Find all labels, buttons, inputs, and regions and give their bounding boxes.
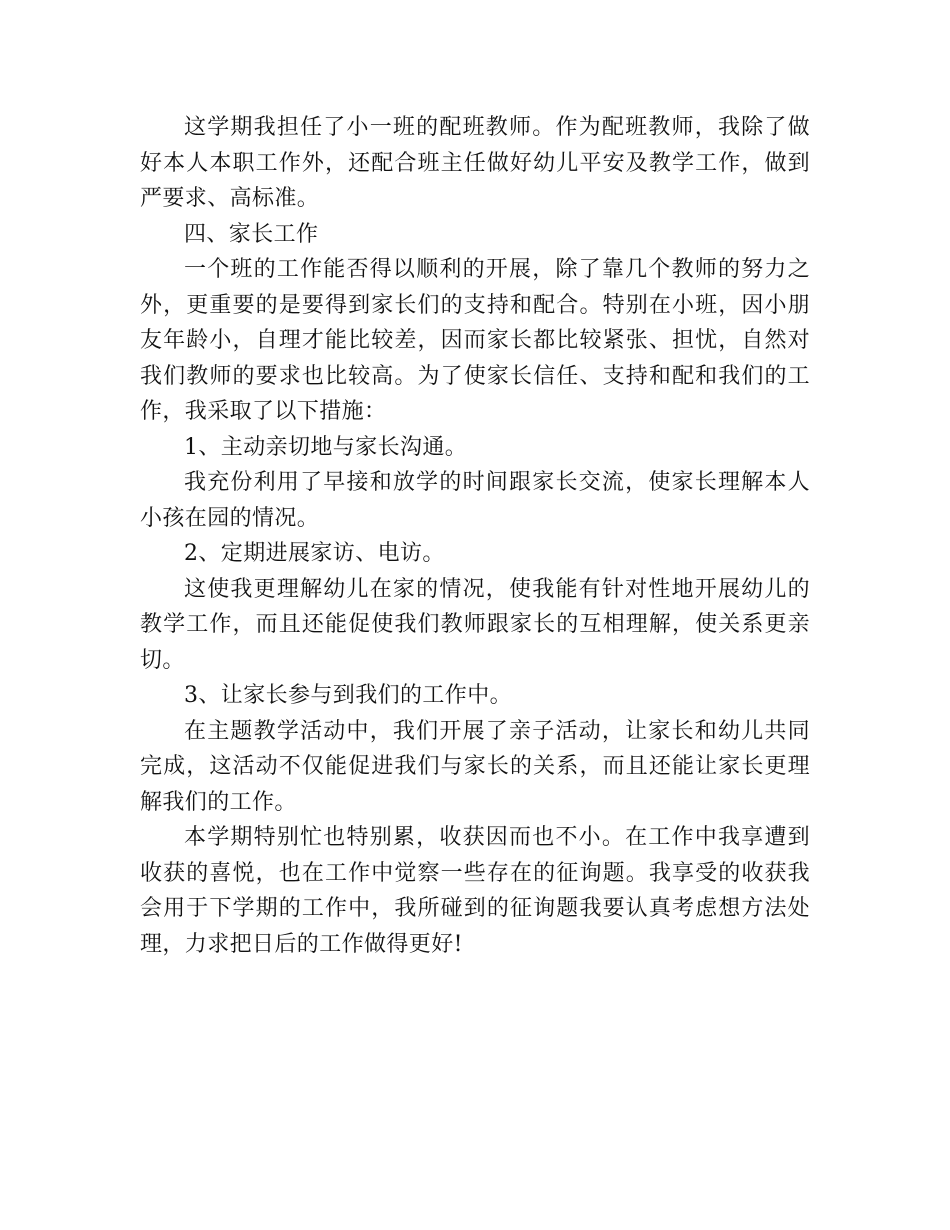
- document-body: [140, 110, 810, 962]
- paragraph-parent-support: 一个班的工作能否得以顺利的开展，除了靠几个教师的努力之外，更重要的是要得到家长们的支持和配合。特别在小班，因小朋友年龄小，自理才能比较差，因而家长都比较紧张、担忧，自然对我们教师的要求也比较高。为了使家长信任、支持和配和我们的工作，我采取了以下措施：: [140, 257, 810, 424]
- list-item-communicate-with-parents: 1、主动亲切地与家长沟通。: [184, 434, 468, 460]
- paragraph-pickup-time-communication: 我充份利用了早接和放学的时间跟家长交流，使家长理解本人小孩在园的情况。: [140, 470, 810, 531]
- paragraph-assistant-teacher-role: 这学期我担任了小一班的配班教师。作为配班教师，我除了做好本人本职工作外，还配合班主任做好幼儿平安及教学工作，做到严要求、高标准。: [140, 115, 810, 211]
- paragraph-semester-summary: 本学期特别忙也特别累，收获因而也不小。在工作中我享遭到收获的喜悦，也在工作中觉察一些存在的征询题。我享受的收获我会用于下学期的工作中，我所碰到的征询题我要认真考虑想方法处理，力求把日后的工作做得更好!: [140, 825, 810, 957]
- section-heading-parent-work: 四、家长工作: [184, 221, 319, 247]
- list-item-parent-participation: 3、让家长参与到我们的工作中。: [184, 683, 512, 708]
- paragraph-parent-child-activities: 在主题教学活动中，我们开展了亲子活动，让家长和幼儿共同完成，这活动不仅能促进我们与家长的关系，而且还能让家长更理解我们的工作。: [140, 718, 810, 815]
- list-item-home-visits: 2、定期进展家访、电访。: [184, 541, 445, 566]
- paragraph-home-visit-benefits: 这使我更理解幼儿在家的情况，使我能有针对性地开展幼儿的教学工作，而且还能促使我们教师跟家长的互相理解，使关系更亲切。: [140, 576, 810, 673]
